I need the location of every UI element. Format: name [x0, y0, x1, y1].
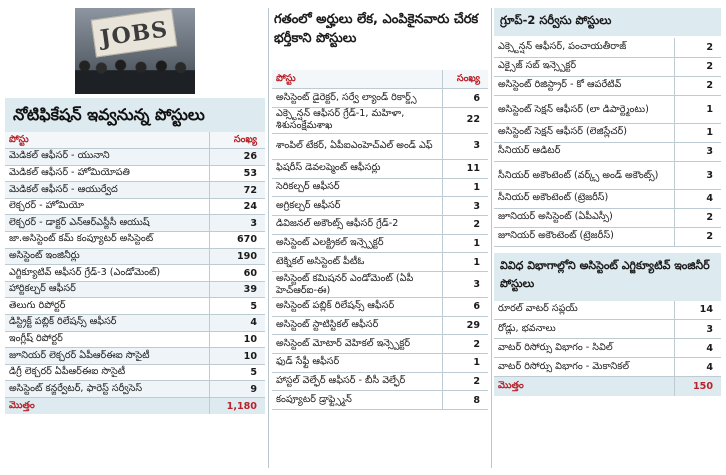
table-row — [272, 107, 488, 133]
table-row — [5, 265, 265, 282]
post-count: 72 — [209, 182, 265, 199]
post-name: మెడికల్ ఆఫీసర్ - యునాని — [5, 149, 209, 166]
post-count: 2 — [442, 335, 488, 354]
post-count: 4 — [674, 339, 721, 358]
table-row — [5, 149, 265, 166]
post-name: వాటర్ రిసోర్సు విభాగం - సివిల్ — [494, 339, 674, 358]
post-count: 3 — [209, 215, 265, 232]
post-count: 3 — [674, 142, 721, 161]
post-name: అసిస్టెంట్ మోటార్ వెహికల్ ఇన్స్పెక్టర్ — [272, 335, 442, 354]
table-row — [272, 272, 488, 298]
post-count: 3 — [442, 272, 488, 298]
table-row — [5, 232, 265, 249]
post-name: అగ్రికల్చర్ ఆఫీసర్ — [272, 197, 442, 216]
table-row — [494, 38, 721, 57]
post-count: 2 — [674, 208, 721, 227]
post-count: సంఖ్య — [209, 132, 265, 149]
post-name: సీనియర్ అకౌంటెంట్ (ట్రెజరీస్) — [494, 189, 674, 208]
post-count: 1 — [674, 95, 721, 123]
table-row — [5, 298, 265, 315]
post-name: జూనియర్ అసిస్టెంట్ (ఏపీఎస్సీ) — [494, 208, 674, 227]
post-count: 5 — [209, 364, 265, 381]
post-name: అసిస్టెంట్ ఎలక్ట్రికల్ ఇన్స్పెక్టర్ — [272, 234, 442, 253]
table-row — [272, 215, 488, 234]
column-divider — [491, 8, 492, 468]
post-count: 53 — [209, 165, 265, 182]
post-name: అసిస్టెంట్ కన్జర్వేటర్, ఫారెస్ట్ సర్వీసెస్ — [5, 381, 209, 398]
post-count: 670 — [209, 232, 265, 249]
post-count: 22 — [442, 107, 488, 133]
post-count: 1 — [442, 354, 488, 373]
post-name: టెక్నికల్ అసిస్టెంట్ పీటీఓ — [272, 253, 442, 272]
post-name: అసిస్టెంట్ కమిషనర్ ఎండోమెంట్ (ఏపీ హెచ్ఆర్ఐ-ఈ) — [272, 272, 442, 298]
post-name: సెరికల్చర్ ఆఫీసర్ — [272, 178, 442, 197]
post-name: జూనియర్ అకౌంటెంట్ (ట్రెజరీస్) — [494, 227, 674, 246]
post-count: 5 — [209, 298, 265, 315]
jobs-logo-tile: JOBS — [91, 8, 177, 57]
post-name: అసిస్టెంట్ ఇంజినీర్లు — [5, 248, 209, 265]
table-row — [5, 165, 265, 182]
post-count: 2 — [674, 38, 721, 57]
post-count: 26 — [209, 149, 265, 166]
table-row — [494, 358, 721, 377]
post-count: 4 — [674, 189, 721, 208]
table-row — [5, 182, 265, 199]
post-name: ఎక్సైజ్ సబ్ ఇన్స్పెక్టర్ — [494, 57, 674, 76]
table-row — [494, 123, 721, 142]
unfilled-posts-column — [272, 8, 488, 410]
post-name: జా.అసిస్టెంట్ కమ్ కంప్యూటర్ అసిస్టెంట్ — [5, 232, 209, 249]
table-row — [494, 76, 721, 95]
post-name: రూరల్ వాటర్ సప్లయ్ — [494, 301, 674, 320]
post-count: 1,180 — [209, 398, 265, 415]
section1-table — [5, 132, 265, 414]
post-count: 1 — [442, 234, 488, 253]
section3-title: గ్రూప్-2 సర్వీసు పోస్టులు — [494, 8, 721, 36]
post-name: పోస్టు — [272, 70, 442, 89]
table-row — [494, 301, 721, 320]
post-name: డిస్ట్రిక్ట్ పబ్లిక్ రిలేషన్స్ ఆఫీసర్ — [5, 315, 209, 332]
post-name: ఎక్స్టెన్షన్ ఆఫీసర్, పంచాయతీరాజ్ — [494, 38, 674, 57]
post-count: 8 — [442, 391, 488, 410]
table-row — [494, 142, 721, 161]
post-name: లెక్చరర్ - డాక్టర్ ఎన్ఆర్ఎస్జీసీ ఆయుష్ — [5, 215, 209, 232]
post-count: 1 — [674, 123, 721, 142]
table-row — [494, 208, 721, 227]
post-name: వాటర్ రిసోర్సు విభాగం - మెకానికల్ — [494, 358, 674, 377]
post-name: ఎక్స్టెన్షన్ ఆఫీసర్ గ్రేడ్-1, మహిళా, శిశుసంక్షేమశాఖ — [272, 107, 442, 133]
post-name: పోస్టు — [5, 132, 209, 149]
post-name: సీనియర్ ఆడిటర్ — [494, 142, 674, 161]
post-name: జూనియర్ లెక్చరర్ ఏపీఆర్ఈఐ సొసైటీ — [5, 348, 209, 365]
table-row — [272, 234, 488, 253]
post-name: డిగ్రీ లెక్చరర్ ఏపీఆర్ఈఐ సొసైటీ — [5, 364, 209, 381]
post-name: కంప్యూటర్ డ్రాఫ్ట్స్మెన్ — [272, 391, 442, 410]
table-row — [272, 354, 488, 373]
post-count: 2 — [674, 57, 721, 76]
post-count: 2 — [674, 76, 721, 95]
post-name: మొత్తం — [5, 398, 209, 415]
post-count: 29 — [442, 316, 488, 335]
post-count: 150 — [674, 377, 721, 396]
post-count: 6 — [442, 89, 488, 108]
table-header — [272, 70, 488, 89]
table-row — [272, 178, 488, 197]
post-name: అసిస్టెంట్ సెక్షన్ ఆఫీసర్ (లా డిపార్ట్మెంటు) — [494, 95, 674, 123]
table-row — [494, 339, 721, 358]
post-name: అసిస్టెంట్ స్టాటిస్టికల్ ఆఫీసర్ — [272, 316, 442, 335]
post-count: 6 — [442, 298, 488, 317]
post-name: తెలుగు రిపోర్టర్ — [5, 298, 209, 315]
total-row — [5, 398, 265, 415]
post-count: 60 — [209, 265, 265, 282]
group2-posts-column — [494, 8, 721, 396]
post-name: అసిస్టెంట్ సెక్షన్ ఆఫీసర్ (లెజిస్లేచర్) — [494, 123, 674, 142]
post-count: 10 — [209, 331, 265, 348]
table-row — [272, 335, 488, 354]
post-count: 190 — [209, 248, 265, 265]
post-count: 14 — [674, 301, 721, 320]
section3-subtitle: వివిధ విభాగాల్లోని అసిస్టెంట్ ఎగ్జిక్యూటివ్ ఇంజినీర్ పోస్టులు — [494, 253, 721, 301]
post-count: 24 — [209, 198, 265, 215]
post-count: 3 — [674, 320, 721, 339]
section1-title: నోటిఫికేషన్ ఇవ్వనున్న పోస్టులు — [5, 98, 265, 132]
notification-posts-column — [5, 8, 265, 414]
post-name: అసిస్టెంట్ రిజిస్ట్రార్ - కో ఆపరేటివ్ — [494, 76, 674, 95]
post-count: 11 — [442, 159, 488, 178]
post-name: సీనియర్ అకౌంటెంట్ (వర్క్స్ అండ్ అకౌంట్స్) — [494, 161, 674, 189]
post-name: ఎగ్జిక్యూటివ్ ఆఫీసర్ గ్రేడ్-3 (ఎండోమెంట్) — [5, 265, 209, 282]
table-row — [272, 316, 488, 335]
post-count: 2 — [674, 227, 721, 246]
section2-title: గతంలో అర్హులు లేక, ఎంపికైనవారు చేరక భర్తీకాని పోస్టులు — [274, 12, 479, 46]
table-row — [272, 298, 488, 317]
post-name: అసిస్టెంట్ డైరెక్టర్, సర్వే ల్యాండ్ రికార్డ్స్ — [272, 89, 442, 108]
post-name: శాంపిల్ టేకర్, ఏపీఐఎంహెచ్ఎల్ అండ్ ఎఫ్ — [272, 133, 442, 159]
table-row — [272, 253, 488, 272]
post-count: 2 — [442, 215, 488, 234]
section3-ae-table — [494, 301, 721, 396]
post-name: లెక్చరర్ - హోమియో — [5, 198, 209, 215]
post-name: మెడికల్ ఆఫీసర్ - ఆయుర్వేద — [5, 182, 209, 199]
table-row — [494, 227, 721, 246]
table-row — [272, 391, 488, 410]
table-row — [494, 57, 721, 76]
table-row — [494, 189, 721, 208]
section2-table — [272, 70, 488, 410]
table-row — [494, 95, 721, 123]
post-name: అసిస్టెంట్ పబ్లిక్ రిలేషన్స్ ఆఫీసర్ — [272, 298, 442, 317]
post-name: ఫిషరీస్ డెవలప్మెంట్ ఆఫీసర్లు — [272, 159, 442, 178]
post-count: సంఖ్య — [442, 70, 488, 89]
table-row — [5, 198, 265, 215]
table-row — [5, 364, 265, 381]
crowd-silhouette — [75, 54, 195, 94]
post-name: ఫుడ్ సేఫ్టీ ఆఫీసర్ — [272, 354, 442, 373]
table-row — [5, 381, 265, 398]
table-row — [5, 315, 265, 332]
post-count: 1 — [442, 178, 488, 197]
post-count: 39 — [209, 281, 265, 298]
table-row — [5, 215, 265, 232]
table-row — [494, 161, 721, 189]
post-name: డివిజనల్ అకౌంట్స్ ఆఫీసర్ గ్రేడ్-2 — [272, 215, 442, 234]
post-count: 1 — [442, 253, 488, 272]
table-row — [5, 348, 265, 365]
table-row — [272, 133, 488, 159]
post-count: 3 — [442, 197, 488, 216]
post-name: మెడికల్ ఆఫీసర్ - హోమియోపతి — [5, 165, 209, 182]
section3-table — [494, 38, 721, 247]
table-header — [5, 132, 265, 149]
post-count: 4 — [674, 358, 721, 377]
post-count: 2 — [442, 372, 488, 391]
table-row — [494, 320, 721, 339]
column-divider — [268, 8, 269, 468]
post-count: 3 — [442, 133, 488, 159]
table-row — [5, 281, 265, 298]
post-name: హార్టికల్చర్ ఆఫీసర్ — [5, 281, 209, 298]
post-name: మొత్తం — [494, 377, 674, 396]
table-row — [272, 159, 488, 178]
post-name: హాస్టల్ వెల్ఫేర్ ఆఫీసర్ - బీసీ వెల్ఫేర్ — [272, 372, 442, 391]
post-count: 9 — [209, 381, 265, 398]
table-row — [5, 331, 265, 348]
post-name: ఇంగ్లీష్ రిపోర్టర్ — [5, 331, 209, 348]
table-row — [272, 197, 488, 216]
jobs-banner-image — [75, 8, 195, 94]
total-row — [494, 377, 721, 396]
post-name: రోడ్లు, భవనాలు — [494, 320, 674, 339]
post-count: 4 — [209, 315, 265, 332]
post-count: 10 — [209, 348, 265, 365]
table-row — [272, 372, 488, 391]
table-row — [5, 248, 265, 265]
table-row — [272, 89, 488, 108]
post-count: 3 — [674, 161, 721, 189]
